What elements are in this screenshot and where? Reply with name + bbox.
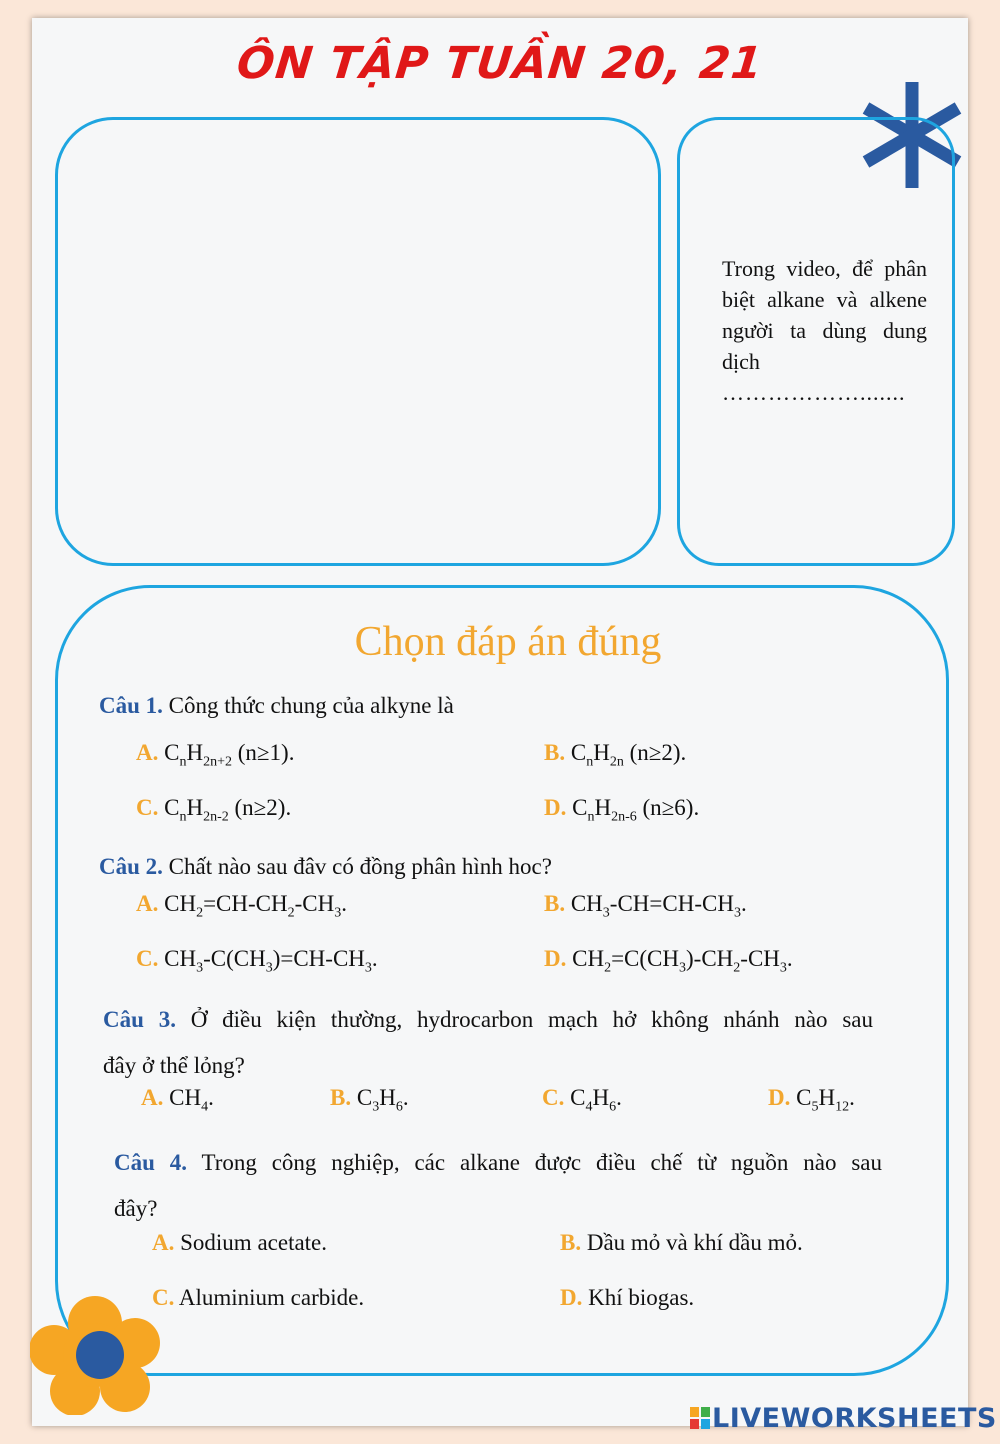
- q2-option-d[interactable]: [544, 946, 793, 977]
- question-text-line1: Trong công nghiệp, các alkane được điều chế từ nguồn nào sau: [201, 1150, 882, 1175]
- option-letter: A.: [136, 740, 159, 765]
- option-letter: C.: [136, 946, 159, 971]
- formula-sub: 3: [334, 905, 342, 921]
- formula-sub: 3: [679, 960, 686, 976]
- q2-option-a[interactable]: [136, 891, 347, 922]
- formula-part: C: [164, 740, 180, 765]
- liveworksheets-logo: [690, 1403, 997, 1434]
- formula-part: -CH=CH-CH: [609, 891, 734, 916]
- option-text: Sodium acetate.: [180, 1230, 328, 1255]
- video-frame[interactable]: [55, 117, 661, 566]
- formula-part: H: [593, 740, 610, 765]
- formula-part: H: [818, 1085, 836, 1110]
- q2-option-b[interactable]: [544, 891, 747, 922]
- formula-part: .: [849, 1085, 855, 1110]
- q1-option-b[interactable]: [544, 740, 686, 771]
- formula-part: CH: [570, 891, 603, 916]
- formula-sub: n: [179, 754, 187, 770]
- logo-text: LIVEWORKSHEETS: [712, 1403, 997, 1434]
- formula-sub: n: [587, 809, 595, 825]
- option-letter: B.: [330, 1085, 352, 1110]
- flower-icon: [30, 1295, 160, 1415]
- q1-option-c[interactable]: [136, 795, 291, 826]
- formula-part: H: [186, 795, 204, 820]
- formula-sub: 2: [604, 960, 612, 976]
- side-question-text: [722, 253, 927, 408]
- formula-sub: n: [179, 809, 187, 825]
- option-letter: B.: [544, 740, 566, 765]
- formula-sub: 2n-2: [203, 809, 229, 825]
- question-text: Chất nào sau đâv có đồng phân hình hoc?: [168, 854, 552, 879]
- question-number: Câu 1.: [99, 693, 163, 718]
- formula-part: )-CH: [686, 946, 734, 971]
- question-text-line2: đây ở thể lỏng?: [103, 1053, 245, 1078]
- q3-option-b[interactable]: [330, 1085, 409, 1116]
- quiz-heading: Chọn đáp án đúng: [354, 619, 662, 665]
- question-number: Câu 4.: [114, 1150, 188, 1175]
- option-letter: A.: [152, 1230, 175, 1255]
- formula-sub: 12: [835, 1099, 850, 1115]
- formula-part: C: [164, 795, 180, 820]
- formula-part: C: [570, 740, 587, 765]
- formula-part: -CH: [294, 891, 335, 916]
- formula-part: =CH-CH: [203, 891, 288, 916]
- formula-part: (n≥2).: [623, 740, 687, 765]
- formula-part: -CH: [740, 946, 780, 971]
- logo-mark-icon: [690, 1407, 710, 1429]
- formula-part: CH: [164, 891, 197, 916]
- q3-option-a[interactable]: [141, 1085, 214, 1116]
- q4-option-b[interactable]: [560, 1230, 803, 1256]
- q1-option-d[interactable]: [544, 795, 699, 826]
- option-letter: D.: [544, 795, 567, 820]
- formula-part: (n≥1).: [232, 740, 295, 765]
- formula-sub: 3: [372, 1099, 380, 1115]
- formula-part: =C(CH: [611, 946, 679, 971]
- option-letter: C.: [542, 1085, 565, 1110]
- option-letter: D.: [560, 1285, 583, 1310]
- formula-part: .: [786, 946, 793, 971]
- formula-sub: 2: [287, 905, 295, 921]
- formula-part: .: [341, 891, 347, 916]
- formula-sub: 2: [733, 960, 741, 976]
- formula-part: .: [740, 891, 747, 916]
- formula-sub: 3: [733, 905, 741, 921]
- formula-sub: 2n+2: [203, 754, 232, 770]
- question-number: Câu 3.: [103, 1007, 176, 1032]
- formula-part: (n≥6).: [636, 795, 700, 820]
- formula-part: H: [186, 740, 204, 765]
- formula-sub: 2: [196, 905, 204, 921]
- question-text: Công thức chung của alkyne là: [168, 693, 454, 718]
- option-text: Khí biogas.: [588, 1285, 695, 1310]
- formula-part: .: [208, 1085, 214, 1110]
- formula-sub: 3: [602, 905, 610, 921]
- question-2: [99, 854, 552, 880]
- option-letter: B.: [560, 1230, 582, 1255]
- question-3: [103, 997, 873, 1089]
- formula-sub: 3: [265, 960, 273, 976]
- formula-part: H: [592, 1085, 610, 1110]
- q4-option-d[interactable]: [560, 1285, 694, 1311]
- q4-option-a[interactable]: [152, 1230, 327, 1256]
- option-text: Dầu mỏ và khí dầu mỏ.: [586, 1230, 803, 1255]
- formula-part: C: [356, 1085, 373, 1110]
- question-text-line1: Ở điều kiện thường, hydrocarbon mạch hở không nhánh nào sau: [190, 1007, 874, 1032]
- formula-sub: 3: [364, 960, 372, 976]
- formula-part: H: [594, 795, 612, 820]
- formula-sub: 2n-6: [611, 809, 637, 825]
- question-1: [99, 693, 454, 719]
- formula-sub: n: [586, 754, 594, 770]
- formula-part: .: [402, 1085, 409, 1110]
- formula-part: -C(CH: [203, 946, 266, 971]
- answer-blank-input[interactable]: ……………….......: [722, 380, 906, 405]
- q4-option-c[interactable]: [152, 1285, 364, 1311]
- side-question-prompt: Trong video, để phân biệt alkane và alkene người ta dùng dung dịch: [722, 256, 927, 374]
- formula-part: C: [796, 1085, 812, 1110]
- option-text: Aluminium carbide.: [178, 1285, 365, 1310]
- formula-part: (n≥2).: [228, 795, 292, 820]
- q3-option-c[interactable]: [542, 1085, 622, 1116]
- formula-sub: 6: [609, 1099, 617, 1115]
- option-letter: A.: [136, 891, 159, 916]
- formula-sub: 6: [395, 1099, 403, 1115]
- formula-part: C: [572, 795, 588, 820]
- formula-part: CH: [572, 946, 605, 971]
- formula-part: .: [371, 946, 378, 971]
- question-text-line2: đây?: [114, 1196, 158, 1221]
- option-letter: B.: [544, 891, 566, 916]
- formula-part: C: [570, 1085, 586, 1110]
- formula-sub: 5: [811, 1099, 819, 1115]
- option-letter: C.: [152, 1285, 175, 1310]
- option-letter: D.: [544, 946, 567, 971]
- question-4: [114, 1140, 882, 1232]
- q2-option-c[interactable]: [136, 946, 378, 977]
- formula-part: CH: [164, 946, 197, 971]
- formula-part: .: [616, 1085, 622, 1110]
- formula-sub: 2n: [609, 754, 624, 770]
- formula-sub: 4: [201, 1099, 209, 1115]
- q1-option-a[interactable]: [136, 740, 294, 771]
- formula-sub: 3: [779, 960, 787, 976]
- option-letter: D.: [768, 1085, 791, 1110]
- formula-part: )=CH-CH: [272, 946, 365, 971]
- page-title: ÔN TẬP TUẦN 20, 21: [234, 38, 766, 89]
- option-letter: C.: [136, 795, 159, 820]
- q3-option-d[interactable]: [768, 1085, 855, 1116]
- formula-sub: 4: [585, 1099, 593, 1115]
- formula-part: H: [379, 1085, 396, 1110]
- formula-part: CH: [169, 1085, 202, 1110]
- formula-sub: 3: [196, 960, 204, 976]
- question-number: Câu 2.: [99, 854, 163, 879]
- option-letter: A.: [141, 1085, 164, 1110]
